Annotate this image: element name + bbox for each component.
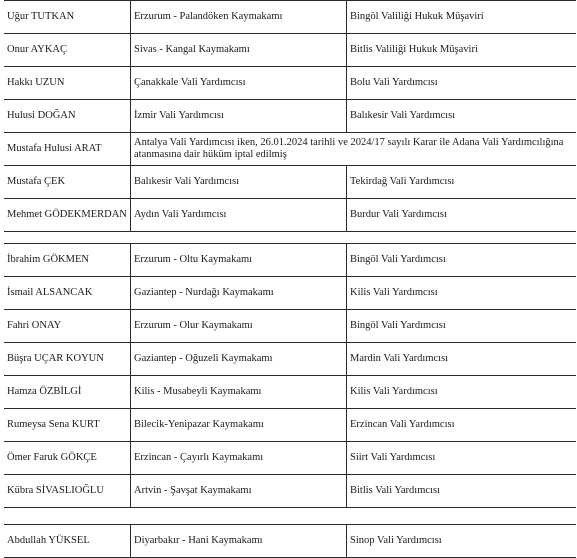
previous-post: Aydın Vali Yardımcısı xyxy=(131,199,347,231)
new-post: Bitlis Valiliği Hukuk Müşaviri xyxy=(350,44,478,55)
person-name: Hamza ÖZBİLGİ xyxy=(4,376,131,408)
table-row xyxy=(4,244,576,277)
new-post: Erzincan Vali Yardımcısı xyxy=(350,419,455,430)
new-post: Mardin Vali Yardımcısı xyxy=(350,353,449,364)
new-post: Bolu Vali Yardımcısı xyxy=(350,77,438,88)
new-post: Bingöl Vali Yardımcısı xyxy=(350,254,446,265)
table-row xyxy=(4,34,576,67)
new-post: Sinop Vali Yardımcısı xyxy=(350,535,442,546)
person-name: İsmail ALSANCAK xyxy=(4,277,131,309)
table-row xyxy=(4,166,576,199)
person-name: Mustafa ÇEK xyxy=(4,166,131,198)
previous-post: Erzurum - Oltu Kaymakamı xyxy=(131,244,347,276)
new-post: Siirt Vali Yardımcısı xyxy=(350,452,436,463)
previous-post: Gaziantep - Oğuzeli Kaymakamı xyxy=(131,343,347,375)
table-row xyxy=(4,67,576,100)
previous-post: Erzincan - Çayırlı Kaymakamı xyxy=(131,442,347,474)
previous-post: Diyarbakır - Hani Kaymakamı xyxy=(131,525,347,557)
table-row xyxy=(4,1,576,34)
new-post: Tekirdağ Vali Yardımcısı xyxy=(350,176,455,187)
person-name: Onur AYKAÇ xyxy=(4,34,131,66)
table-row xyxy=(4,310,576,343)
previous-post: Balıkesir Vali Yardımcısı xyxy=(131,166,347,198)
table-row xyxy=(4,199,576,232)
person-name: Rumeysa Sena KURT xyxy=(4,409,131,441)
table-row xyxy=(4,100,576,133)
new-post: Burdur Vali Yardımcısı xyxy=(350,209,447,220)
new-post: Bingöl Vali Yardımcısı xyxy=(350,320,446,331)
person-name: Mehmet GÖDEKMERDAN xyxy=(4,199,131,231)
table-row xyxy=(4,277,576,310)
appointments-table-2 xyxy=(4,243,576,508)
new-post: Bingöl Valiliği Hukuk Müşaviri xyxy=(350,11,484,22)
person-name: Abdullah YÜKSEL xyxy=(4,525,131,557)
person-name: Hakkı UZUN xyxy=(4,67,131,99)
previous-post: Sivas - Kangal Kaymakamı xyxy=(131,34,347,66)
previous-post: Çanakkale Vali Yardımcısı xyxy=(131,67,347,99)
person-name: Büşra UÇAR KOYUN xyxy=(4,343,131,375)
person-name: Fahri ONAY xyxy=(4,310,131,342)
previous-post: Gaziantep - Nurdağı Kaymakamı xyxy=(131,277,347,309)
table-row xyxy=(4,343,576,376)
previous-post: Erzurum - Palandöken Kaymakamı xyxy=(131,1,347,33)
person-name: İbrahim GÖKMEN xyxy=(4,244,131,276)
annulment-note: Antalya Vali Yardımcısı iken, 26.01.2024 tarihli ve 2024/17 sayılı Karar ile Adana Vali Yardımcılığına atanmasına dair hüküm iptal edilmiş xyxy=(134,137,564,160)
new-post: Balıkesir Vali Yardımcısı xyxy=(350,110,456,121)
previous-post: Erzurum - Olur Kaymakamı xyxy=(131,310,347,342)
new-post: Bitlis Vali Yardımcısı xyxy=(350,485,440,496)
new-post: Kilis Vali Yardımcısı xyxy=(350,287,438,298)
table-row xyxy=(4,525,576,558)
new-post: Kilis Vali Yardımcısı xyxy=(350,386,438,397)
person-name: Ömer Faruk GÖKÇE xyxy=(4,442,131,474)
previous-post: Kilis - Musabeyli Kaymakamı xyxy=(131,376,347,408)
table-row xyxy=(4,475,576,508)
appointments-table-3 xyxy=(4,524,576,558)
table-row xyxy=(4,409,576,442)
appointments-table-1 xyxy=(4,0,576,232)
person-name: Uğur TUTKAN xyxy=(4,1,131,33)
table-row xyxy=(4,442,576,475)
person-name: Kübra SİVASLIOĞLU xyxy=(4,475,131,507)
table-row xyxy=(4,376,576,409)
table-row xyxy=(4,133,576,166)
person-name: Hulusi DOĞAN xyxy=(4,100,131,132)
previous-post: Artvin - Şavşat Kaymakamı xyxy=(131,475,347,507)
person-name: Mustafa Hulusi ARAT xyxy=(4,133,131,165)
previous-post: Bilecik-Yenipazar Kaymakamı xyxy=(131,409,347,441)
previous-post: İzmir Vali Yardımcısı xyxy=(131,100,347,132)
